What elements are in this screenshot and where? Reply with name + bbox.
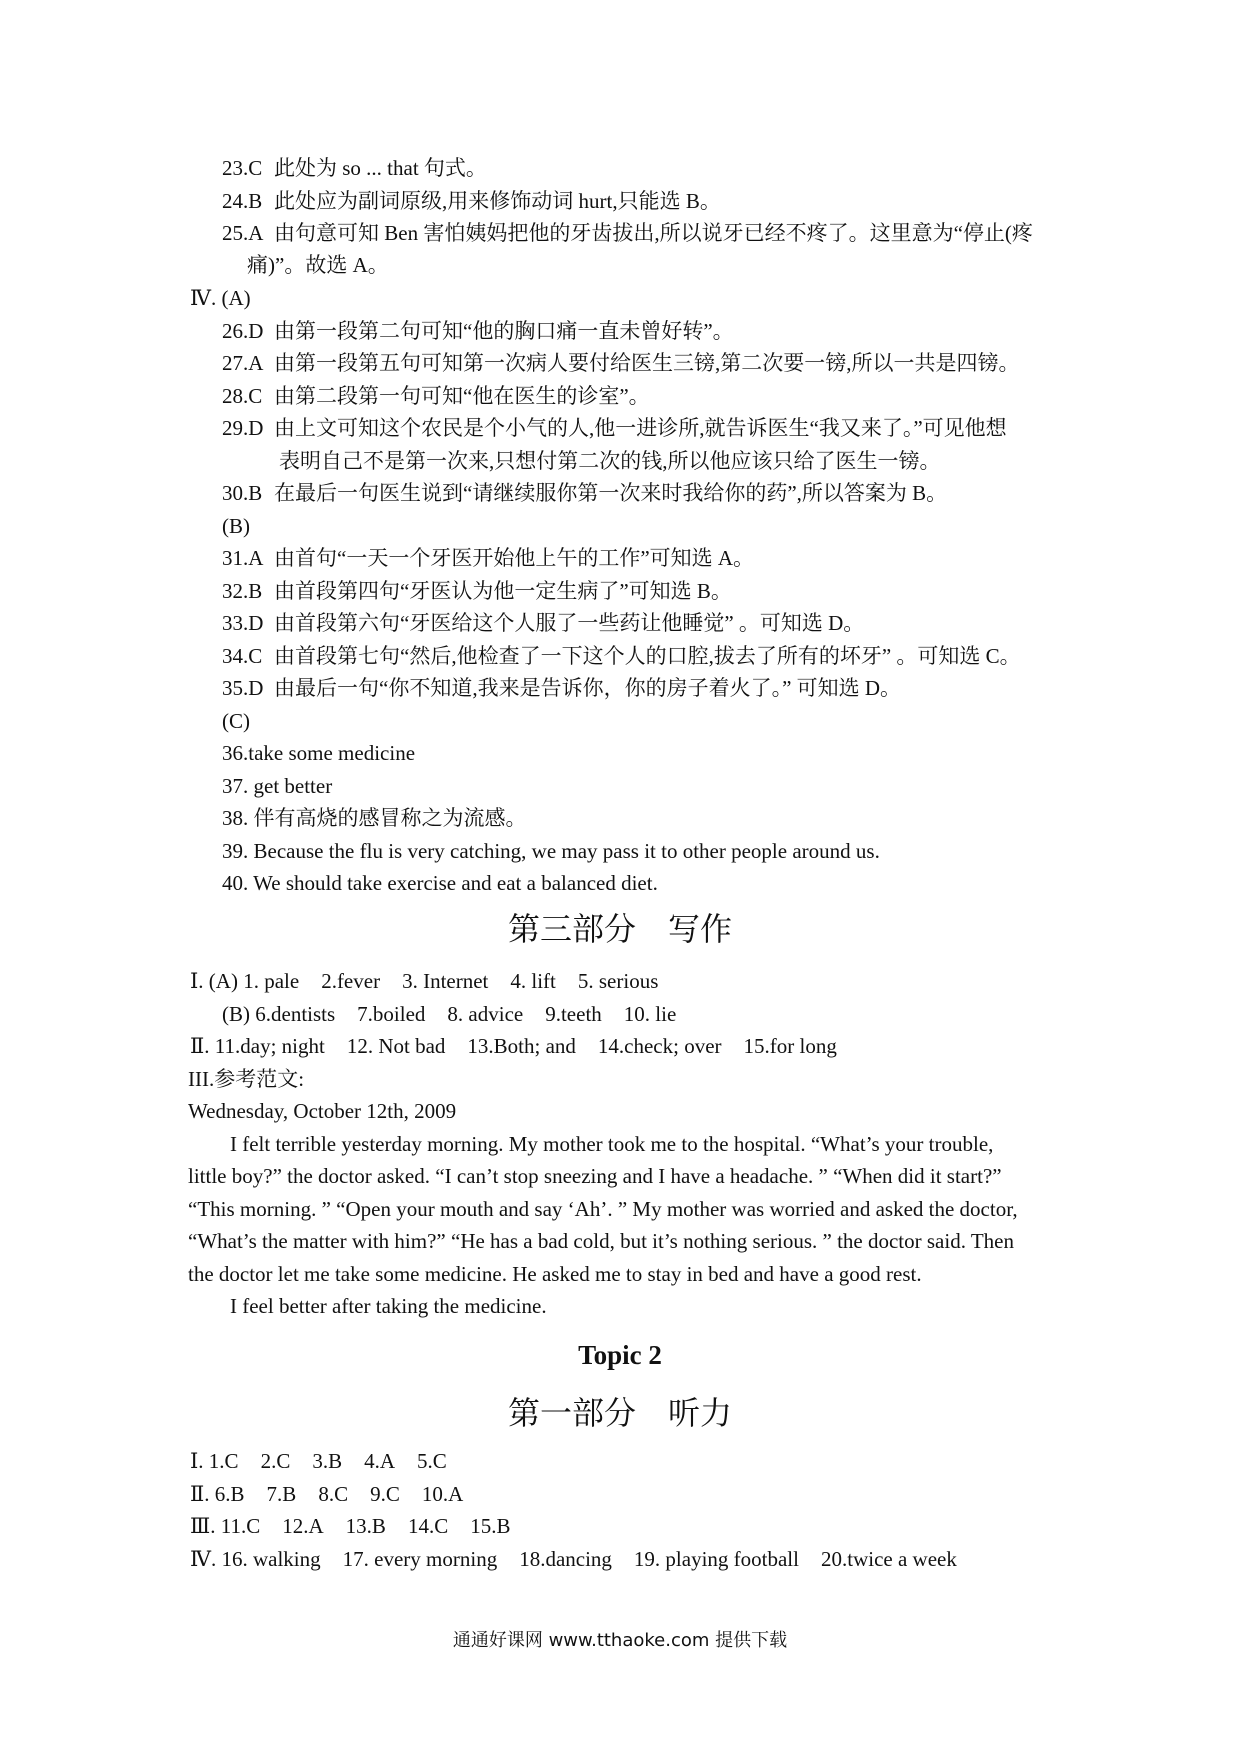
essay-line-2: little boy?” the doctor asked. “I can’t stop sneezing and I have a headache. ” “When did it start?” — [188, 1164, 1002, 1188]
section-iv-a-label: Ⅳ. (A) — [190, 286, 251, 310]
writing-iii-label: III.参考范文: — [188, 1067, 305, 1091]
answer-31: 31.A 由首句“一天一个牙医开始他上午的工作”可知选 A。 — [222, 546, 755, 570]
answer-37: 37. get better — [222, 774, 333, 798]
listening-ii: Ⅱ. 6.B 7.B 8.C 9.C 10.A — [190, 1482, 464, 1506]
writing-ii: Ⅱ. 11.day; night 12. Not bad 13.Both; and 14.check; over 15.for long — [190, 1034, 837, 1058]
answer-35: 35.D 由最后一句“你不知道,我来是告诉你，你的房子着火了。” 可知选 D。 — [222, 676, 902, 700]
answer-28: 28.C 由第二段第一句可知“他在医生的诊室”。 — [222, 384, 650, 408]
answer-39: 39. Because the flu is very catching, we may pass it to other people around us. — [222, 839, 880, 863]
essay-line-5: the doctor let me take some medicine. He asked me to stay in bed and have a good rest. — [188, 1262, 922, 1286]
answer-34: 34.C 由首段第七句“然后,他检查了一下这个人的口腔,拔去了所有的坏牙” 。可知选 C。 — [222, 644, 1021, 668]
answer-30: 30.B 在最后一句医生说到“请继续服你第一次来时我给你的药”,所以答案为 B。 — [222, 481, 948, 505]
answer-26: 26.D 由第一段第二句可知“他的胸口痛一直未曾好转”。 — [222, 319, 734, 343]
essay-line-1: I felt terrible yesterday morning. My mother took me to the hospital. “What’s your trouble, — [230, 1132, 994, 1156]
answer-32: 32.B 由首段第四句“牙医认为他一定生病了”可知选 B。 — [222, 579, 732, 603]
answer-40: 40. We should take exercise and eat a balanced diet. — [222, 871, 658, 895]
essay-date: Wednesday, October 12th, 2009 — [188, 1099, 457, 1123]
answer-29-cont: 表明自己不是第一次来,只想付第二次的钱,所以他应该只给了医生一镑。 — [279, 449, 941, 473]
listening-iii: Ⅲ. 11.C 12.A 13.B 14.C 15.B — [190, 1514, 511, 1538]
topic-title: Topic 2 — [578, 1340, 662, 1370]
answer-25-cont: 痛)”。故选 A。 — [247, 253, 389, 277]
answer-23: 23.C 此处为 so ... that 句式。 — [222, 156, 487, 180]
essay-line-6: I feel better after taking the medicine. — [230, 1294, 547, 1318]
answer-24: 24.B 此处应为副词原级,用来修饰动词 hurt,只能选 B。 — [222, 189, 721, 213]
answer-38: 38. 伴有高烧的感冒称之为流感。 — [222, 806, 527, 830]
answer-25: 25.A 由句意可知 Ben 害怕姨妈把他的牙齿拔出,所以说牙已经不疼了。这里意为“停止(疼 — [222, 221, 1033, 245]
part3-heading: 第三部分 写作 — [507, 910, 732, 948]
writing-i-b: (B) 6.dentists 7.boiled 8. advice 9.teeth 10. lie — [222, 1002, 677, 1026]
answer-29: 29.D 由上文可知这个农民是个小气的人,他一进诊所,就告诉医生“我又来了。”可见他想 — [222, 416, 1007, 440]
listening-iv: Ⅳ. 16. walking 17. every morning 18.dancing 19. playing football 20.twice a week — [190, 1547, 957, 1571]
answer-27: 27.A 由第一段第五句可知第一次病人要付给医生三镑,第二次要一镑,所以一共是四镑。 — [222, 351, 1020, 375]
section-c-label: (C) — [222, 709, 250, 733]
writing-i-a: Ⅰ. (A) 1. pale 2.fever 3. Internet 4. lift 5. serious — [190, 969, 659, 993]
footer-text: 通通好课网 www.tthaoke.com 提供下载 — [452, 1630, 788, 1651]
part1-heading: 第一部分 听力 — [507, 1394, 732, 1432]
essay-line-3: “This morning. ” “Open your mouth and say ‘Ah’. ” My mother was worried and asked the doctor, — [188, 1197, 1018, 1221]
essay-line-4: “What’s the matter with him?” “He has a bad cold, but it’s nothing serious. ” the doctor said. Then — [188, 1229, 1014, 1253]
section-b-label: (B) — [222, 514, 250, 538]
answer-33: 33.D 由首段第六句“牙医给这个人服了一些药让他睡觉” 。可知选 D。 — [222, 611, 865, 635]
listening-i: Ⅰ. 1.C 2.C 3.B 4.A 5.C — [190, 1449, 447, 1473]
answer-36: 36.take some medicine — [222, 741, 416, 765]
